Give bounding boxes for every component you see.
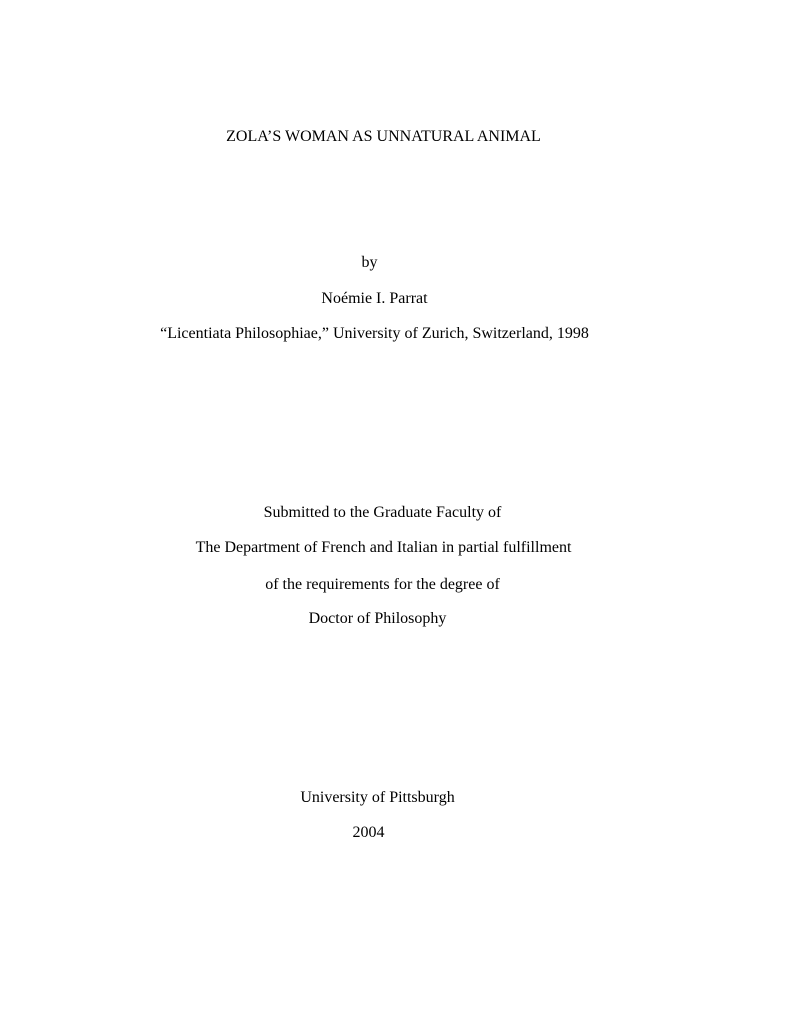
degree-name: Doctor of Philosophy <box>308 610 447 627</box>
year: 2004 <box>352 824 385 841</box>
submission-line-3: of the requirements for the degree of <box>265 576 500 593</box>
prior-degree: “Licentiata Philosophiae,” University of Zurich, Switzerland, 1998 <box>160 325 589 342</box>
university-name: University of Pittsburgh <box>300 789 455 806</box>
submission-line-2: The Department of French and Italian in partial fulfillment <box>195 539 572 556</box>
by-label: by <box>361 254 378 271</box>
document-title: ZOLA’S WOMAN AS UNNATURAL ANIMAL <box>226 128 541 145</box>
author-name: Noémie I. Parrat <box>321 290 428 307</box>
submission-line-1: Submitted to the Graduate Faculty of <box>263 504 502 521</box>
